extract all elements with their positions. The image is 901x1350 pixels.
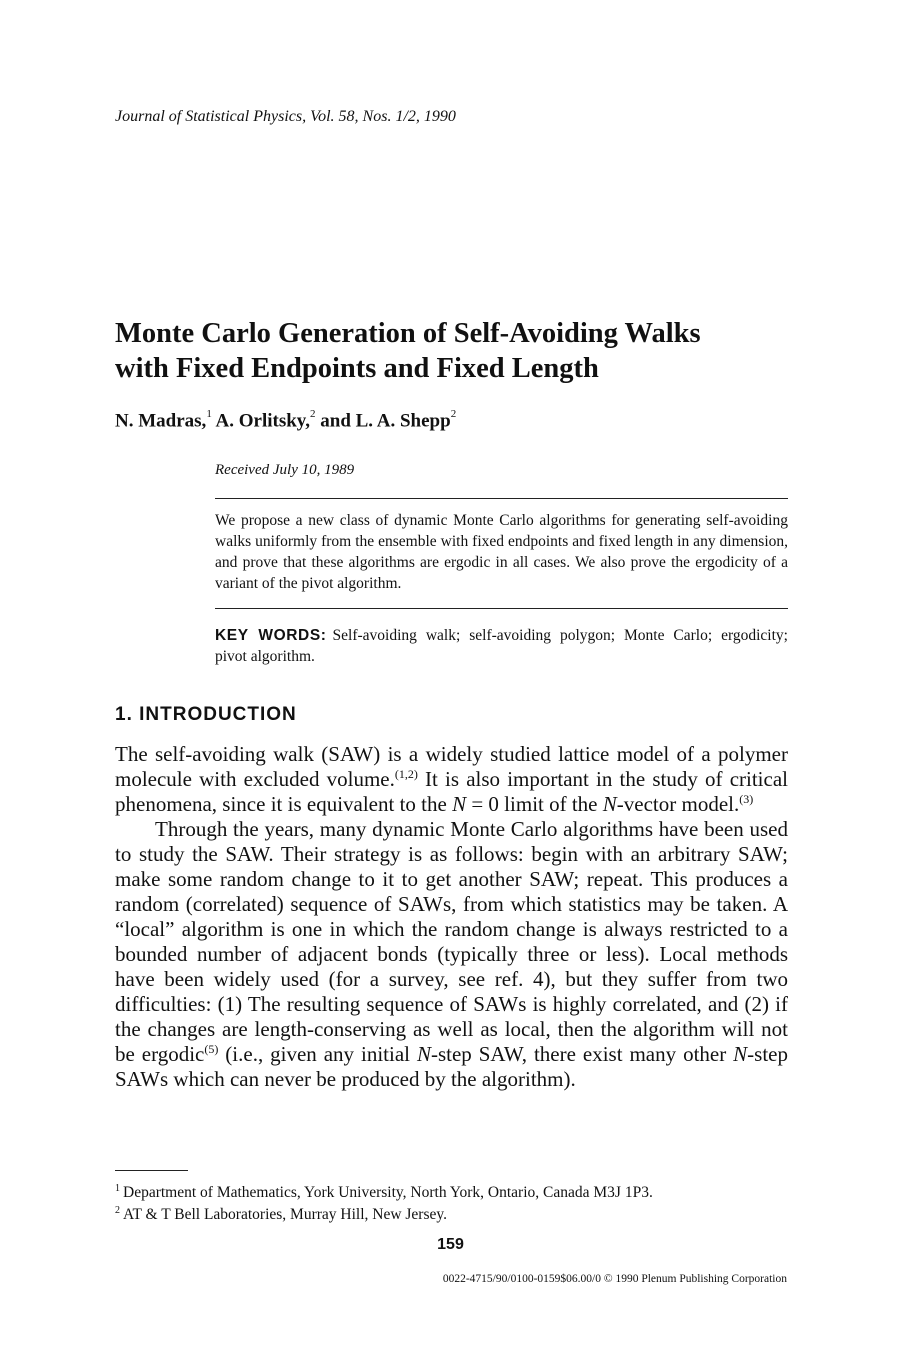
footnote-rule	[115, 1170, 188, 1171]
citation: (1,2)	[394, 767, 418, 781]
footnote: $^1$ Department of Mathematics, York University, North York, Ontario, Canada M3J 1P3.	[115, 1182, 653, 1201]
citation: (5)	[204, 1042, 219, 1056]
footnotes	[115, 1182, 653, 1226]
article-title	[115, 316, 815, 386]
copyright-line: 0022-4715/90/0100-0159$06.00/0 © 1990 Plenum Publishing Corporation	[442, 1273, 787, 1285]
author-affiliation-mark: 1	[206, 408, 212, 420]
author-affiliation-mark: 2	[310, 408, 316, 420]
keywords-text: Self-avoiding walk; self-avoiding polygon; Monte Carlo; ergodicity; pivot algorithm.	[215, 627, 788, 665]
author-affiliation-mark: 2	[450, 408, 457, 420]
keywords-label: KEY WORDS:	[215, 627, 327, 644]
footnote: $^2$ AT & T Bell Laboratories, Murray Hill, New Jersey.	[115, 1204, 448, 1223]
paragraph: The self-avoiding walk (SAW) is a widely studied lattice model of a polymer molecule with excluded volume.$^{(1,2)}$ It is also important in the study of critical phenomena, since it is equivalent to the N = 0 limit of the N-vector model.$^{(3)}$	[115, 742, 788, 816]
abstract-top-rule	[215, 498, 788, 499]
citation: (3)	[739, 792, 754, 806]
author-list	[115, 410, 456, 432]
abstract	[215, 510, 788, 594]
author-name: N. Madras,	[115, 410, 207, 432]
keywords	[215, 625, 788, 667]
journal-citation: Journal of Statistical Physics, Vol. 58, Nos. 1/2, 1990	[115, 108, 456, 125]
introduction-body	[115, 742, 788, 1092]
received-date: Received July 10, 1989	[215, 462, 355, 478]
author-name: and L. A. Shepp	[320, 410, 451, 432]
paragraph: Through the years, many dynamic Monte Carlo algorithms have been used to study the SAW. Their strategy is as follows: begin with an arbitrary SAW; make some random change to it to get another SAW; repeat. This produces a random (correlated) sequence of SAWs, from which statistics may be taken. A “local” algorithm is one in which the random change is always restricted to a bounded number of adjacent bonds (typically three or less). Local methods have been widely used (for a survey, see ref. 4), but they suffer from two difficulties: (1) The resulting sequence of SAWs is highly correlated, and (2) if the changes are length-conserving as well as local, then the algorithm will not be ergodic$^{(5)}$ (i.e., given any initial N-step SAW, there exist many other N-step SAWs which can never be produced by the algorithm).	[115, 817, 788, 1091]
title-line-2: with Fixed Endpoints and Fixed Length	[115, 353, 599, 384]
abstract-bottom-rule	[215, 608, 788, 609]
author-name: A. Orlitsky,	[215, 410, 310, 432]
page-number: 159	[437, 1236, 464, 1253]
title-line-1: Monte Carlo Generation of Self-Avoiding Walks	[115, 318, 701, 349]
abstract-text: We propose a new class of dynamic Monte Carlo algorithms for generating self-avoiding walks uniformly from the ensemble with fixed endpoints and fixed length in any dimension, and prove that these algorithms are ergodic in all cases. We also prove the ergodicity of a variant of the pivot algorithm.	[215, 512, 788, 592]
section-heading-introduction: 1. INTRODUCTION	[115, 704, 297, 725]
